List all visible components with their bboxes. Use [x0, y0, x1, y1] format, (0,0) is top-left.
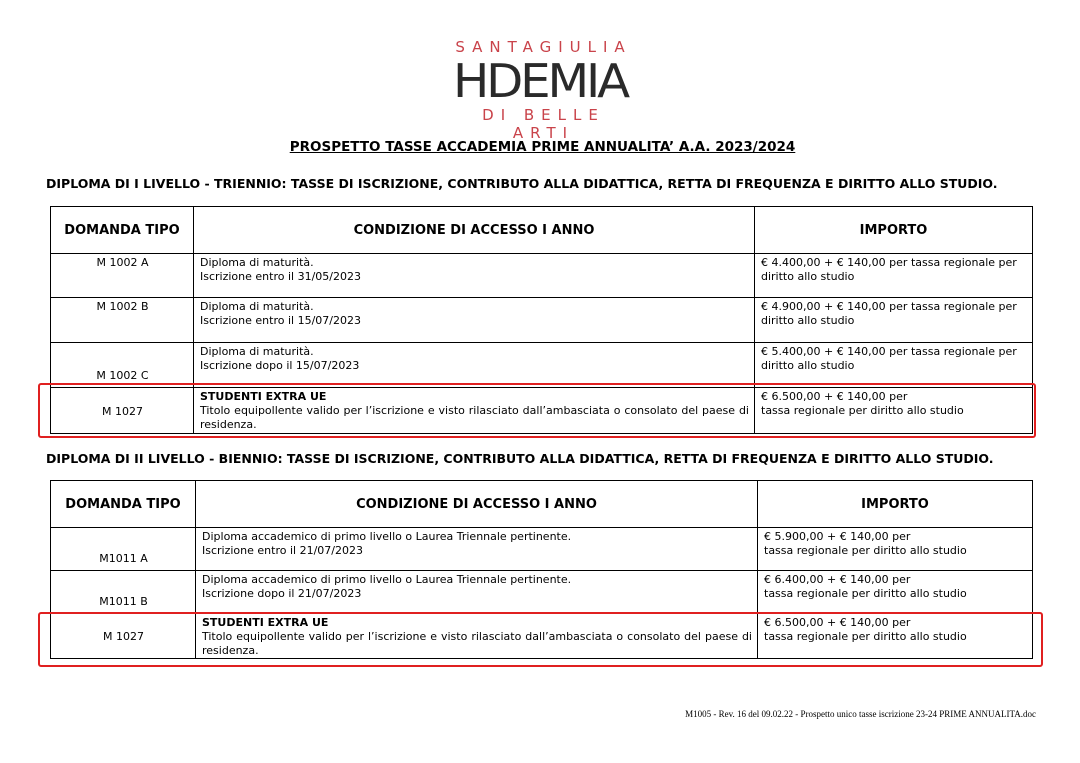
- row-code: M 1027: [51, 388, 194, 434]
- row-amount: [755, 298, 1033, 343]
- extra-ue-description: Titolo equipollente valido per l’iscrizione e visto rilasciato dall’ambasciata o consolato del paese di residenza.: [200, 404, 749, 431]
- condition-line: Diploma di maturità.: [200, 300, 314, 313]
- amount-line: € 4.900,00 + € 140,00 per tassa regionale per: [761, 300, 1017, 313]
- amount-line: € 5.900,00 + € 140,00 per: [764, 530, 911, 543]
- row-code: M 1002 C: [51, 343, 194, 388]
- row-code: M1011 A: [51, 528, 196, 571]
- column-header-condition: CONDIZIONE DI ACCESSO I ANNO: [196, 481, 758, 528]
- table-row: [51, 571, 1033, 614]
- row-condition: [196, 571, 758, 614]
- row-amount: [758, 528, 1033, 571]
- condition-line: Iscrizione dopo il 15/07/2023: [200, 359, 360, 372]
- condition-line: Iscrizione entro il 21/07/2023: [202, 544, 363, 557]
- row-code: M 1002 B: [51, 298, 194, 343]
- section2-heading: DIPLOMA DI II LIVELLO - BIENNIO: TASSE DI ISCRIZIONE, CONTRIBUTO ALLA DIDATTICA, RETTA DI FREQUENZA E DIRITTO ALLO STUDIO.: [46, 451, 994, 466]
- column-header-amount: IMPORTO: [758, 481, 1033, 528]
- amount-line: tassa regionale per diritto allo studio: [761, 404, 964, 417]
- table-header-row: [51, 481, 1033, 528]
- logo-top-text: SANTAGIULIA: [455, 38, 632, 56]
- table-row: [51, 298, 1033, 343]
- amount-line: € 4.400,00 + € 140,00 per tassa regionale per: [761, 256, 1017, 269]
- condition-line: Diploma di maturità.: [200, 345, 314, 358]
- condition-line: Iscrizione entro il 15/07/2023: [200, 314, 361, 327]
- extra-ue-title: STUDENTI EXTRA UE: [200, 390, 327, 403]
- condition-line: Diploma di maturità.: [200, 256, 314, 269]
- amount-line: € 6.500,00 + € 140,00 per: [764, 616, 911, 629]
- amount-line: tassa regionale per diritto allo studio: [764, 630, 967, 643]
- section1-heading: DIPLOMA DI I LIVELLO - TRIENNIO: TASSE DI ISCRIZIONE, CONTRIBUTO ALLA DIDATTICA, RETTA DI FREQUENZA E DIRITTO ALLO STUDIO.: [46, 176, 998, 191]
- amount-line: tassa regionale per diritto allo studio: [764, 587, 967, 600]
- row-condition: [194, 343, 755, 388]
- logo-main-text: HDEMIA: [452, 54, 628, 108]
- extra-ue-title: STUDENTI EXTRA UE: [202, 616, 329, 629]
- row-amount: [758, 571, 1033, 614]
- amount-line: € 5.400,00 + € 140,00 per tassa regionale per: [761, 345, 1017, 358]
- row-condition: [196, 528, 758, 571]
- amount-line: diritto allo studio: [761, 270, 855, 283]
- highlight-box: [38, 383, 1036, 438]
- document-footer: M1005 - Rev. 16 del 09.02.22 - Prospetto unico tasse iscrizione 23-24 PRIME ANNUALITA.doc: [685, 709, 1036, 719]
- academy-logo: [440, 38, 640, 142]
- condition-line: Diploma accademico di primo livello o Laurea Triennale pertinente.: [202, 573, 572, 586]
- extra-ue-description: Titolo equipollente valido per l’iscrizione e visto rilasciato dall’ambasciata o consolato del paese di residenza.: [202, 630, 752, 657]
- amount-line: € 6.500,00 + € 140,00 per: [761, 390, 908, 403]
- table-header-row: [51, 207, 1033, 254]
- table-row: [51, 343, 1033, 388]
- condition-line: Iscrizione dopo il 21/07/2023: [202, 587, 362, 600]
- amount-line: € 6.400,00 + € 140,00 per: [764, 573, 911, 586]
- table-row: [51, 528, 1033, 571]
- condition-line: Iscrizione entro il 31/05/2023: [200, 270, 361, 283]
- column-header-type: DOMANDA TIPO: [51, 481, 196, 528]
- amount-line: diritto allo studio: [761, 359, 855, 372]
- row-condition: [194, 254, 755, 298]
- row-code: M 1002 A: [51, 254, 194, 298]
- row-code: M 1027: [51, 614, 196, 659]
- amount-line: diritto allo studio: [761, 314, 855, 327]
- row-condition: [194, 298, 755, 343]
- row-amount: [755, 343, 1033, 388]
- row-code: M1011 B: [51, 571, 196, 614]
- condition-line: Diploma accademico di primo livello o Laurea Triennale pertinente.: [202, 530, 572, 543]
- column-header-amount: IMPORTO: [755, 207, 1033, 254]
- document-title: PROSPETTO TASSE ACCADEMIA PRIME ANNUALITA’ A.A. 2023/2024: [289, 139, 796, 155]
- column-header-type: DOMANDA TIPO: [51, 207, 194, 254]
- row-amount: [755, 254, 1033, 298]
- column-header-condition: CONDIZIONE DI ACCESSO I ANNO: [194, 207, 755, 254]
- logo-bottom-text: DI BELLE ARTI: [482, 106, 605, 142]
- table-row: [51, 254, 1033, 298]
- amount-line: tassa regionale per diritto allo studio: [764, 544, 967, 557]
- highlight-box: [38, 612, 1043, 667]
